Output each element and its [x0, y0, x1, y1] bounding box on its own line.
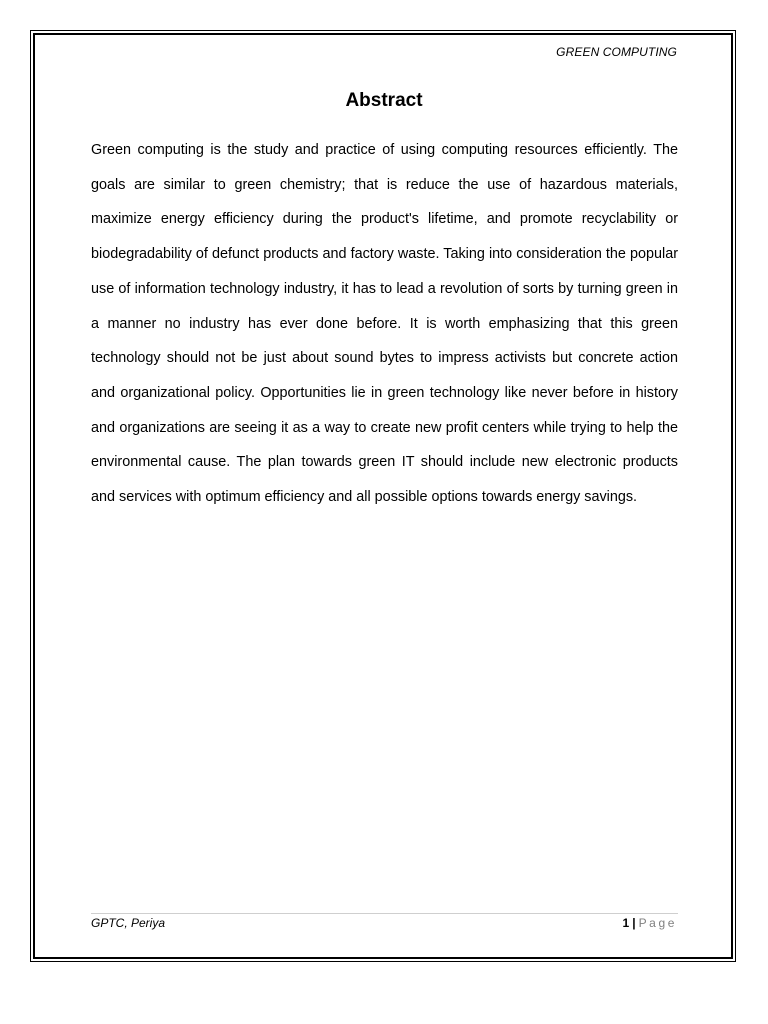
- abstract-paragraph: Green computing is the study and practice of using computing resources efficiently. The goals are similar to green chemistry; that is reduce the use of hazardous materials, maximize energy efficiency during the product's lifetime, and promote recyclability or biodegradability of defunct products and factory waste. Taking into consideration the popular use of information technology industry, it has to lead a revolution of sorts by turning green in a manner no industry has ever done before. It is worth emphasizing that this green technology should not be just about sound bytes to impress activists but concrete action and organizational policy. Opportunities lie in green technology like never before in history and organizations are seeing it as a way to create new profit centers while trying to help the environmental cause. The plan towards green IT should include new electronic products and services with optimum efficiency and all possible options towards energy savings.: [91, 142, 678, 506]
- footer-page-indicator: [623, 916, 677, 930]
- running-header: GREEN COMPUTING: [556, 45, 677, 59]
- footer-divider: [91, 913, 678, 914]
- page-number: 1: [622, 916, 630, 930]
- page-label: Page: [638, 916, 677, 930]
- page-separator: |: [632, 916, 636, 930]
- footer-institution: GPTC, Periya: [91, 916, 166, 930]
- page-title: Abstract: [345, 90, 423, 111]
